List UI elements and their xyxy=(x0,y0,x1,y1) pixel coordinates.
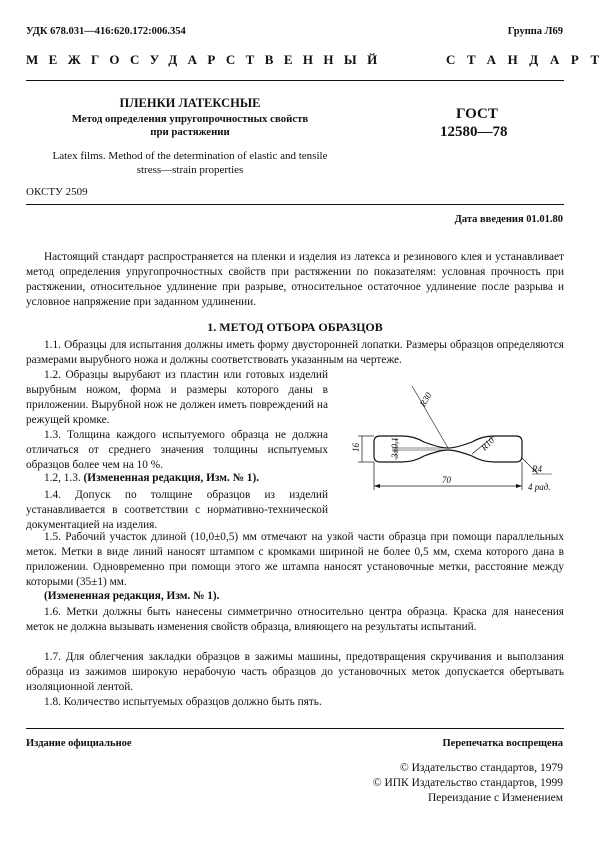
dim-3: 3±0,1 xyxy=(390,437,400,458)
header-rule xyxy=(26,80,564,81)
paragraph-1-5: 1.5. Рабочий участок длиной (10,0±0,5) мм отмечают на узкой части образца при помощи параллельных меток. Метки в виде линий наносят штампом с кромками шириной не более 0,5 мм, схема которого дана в приложении. Одновременно при помощи этого же штампа наносят установочные метки, расстояние между которыми (35±1) мм. xyxy=(26,531,564,588)
footer-rule xyxy=(26,728,564,729)
paragraph-1-7: 1.7. Для облегчения закладки образцов в зажимы машины, предотвращения скручивания и выползания образца из зажимов широкую нерабочую часть образцов до установочных меток допускается обертывать изоляционной лентой. xyxy=(26,651,564,693)
udk-code: УДК 678.031—416:620.172:006.354 xyxy=(26,26,186,37)
copyright-1979: © Издательство стандартов, 1979 xyxy=(399,762,563,774)
intro-paragraph: Настоящий стандарт распространяется на пленки и изделия из латекса и резинового клея и устанавливает метод определения упругопрочностных свойств при растяжении по показателям: условная прочность при растяжении, относительное удлинение при разрыве, относительное остаточное удлинение после разрыва и условное напряжение при заданном удлинении. xyxy=(26,251,564,308)
paragraph-1-1: 1.1. Образцы для испытания должны иметь форму двусторонней лопатки. Размеры образцов определяются размерами вырубного ножа и должны соответствовать указанным на чертеже. xyxy=(26,339,564,366)
specimen-drawing xyxy=(352,378,552,503)
group-code: Группа Л69 xyxy=(507,26,563,37)
gost-number: 12580—78 xyxy=(440,124,508,140)
section-1-title: 1. МЕТОД ОТБОРА ОБРАЗЦОВ xyxy=(207,320,383,334)
introduction-date: Дата введения 01.01.80 xyxy=(454,214,563,225)
paragraph-1-4: 1.4. Допуск по толщине образцов из изделий устанавливается в соответствии с нормативно-технической документацией на изделия. xyxy=(26,489,328,531)
edit-note: (Измененная редакция, Изм. № 1). xyxy=(83,472,260,484)
document-title: ПЛЕНКИ ЛАТЕКСНЫЕ xyxy=(119,96,261,110)
paragraph-1-23-edit xyxy=(44,472,259,484)
reissue-note: Переиздание с Изменением xyxy=(428,792,563,804)
radius-4-note: 4 рад. xyxy=(528,482,551,492)
okstu-code: ОКСТУ 2509 xyxy=(26,186,88,198)
english-title-line1: Latex films. Method of the determination of elastic and tensile xyxy=(52,150,328,162)
dim-70: 70 xyxy=(442,475,451,485)
title-rule xyxy=(26,204,564,205)
dim-16: 16 xyxy=(351,443,361,452)
radius-10: R10 xyxy=(478,435,497,453)
document-subtitle-line1: Метод определения упругопрочностных свойств xyxy=(71,113,309,125)
english-title-line2: stress—strain properties xyxy=(136,164,244,176)
document-subtitle-line2: при растяжении xyxy=(150,126,230,138)
edit-prefix: 1.2, 1.3. xyxy=(44,472,81,484)
paragraph-1-3: 1.3. Толщина каждого испытуемого образца не должна отличаться от среднего значения толщины испытуемых образцов более чем на 10 %. xyxy=(26,429,328,471)
reprint-prohibited: Перепечатка воспрещена xyxy=(442,738,563,749)
banner-word-standard: СТАНДАРТ xyxy=(446,52,611,67)
radius-4: R4 xyxy=(532,464,542,474)
paragraph-1-5-edit: (Измененная редакция, Изм. № 1). xyxy=(44,590,220,602)
official-edition: Издание официальное xyxy=(26,738,132,749)
paragraph-1-2: 1.2. Образцы вырубают из пластин или готовых изделий вырубным ножом, форма и размеры которого даны в приложении. Вырубной нож не должен иметь повреждений на режущей кромке. xyxy=(26,369,328,426)
banner-word-interstate: МЕЖГОСУДАРСТВЕННЫЙ xyxy=(26,52,388,67)
paragraph-1-6: 1.6. Метки должны быть нанесены симметрично относительно центра образца. Краска для нанесения меток не должна вызывать изменения свойств образца, влияющего на результаты испытаний. xyxy=(26,606,564,633)
copyright-1999: © ИПК Издательство стандартов, 1999 xyxy=(372,777,563,789)
paragraph-1-8: 1.8. Количество испытуемых образцов должно быть пять. xyxy=(44,696,322,708)
gost-label: ГОСТ xyxy=(456,106,498,122)
radius-30: R30 xyxy=(417,390,434,409)
